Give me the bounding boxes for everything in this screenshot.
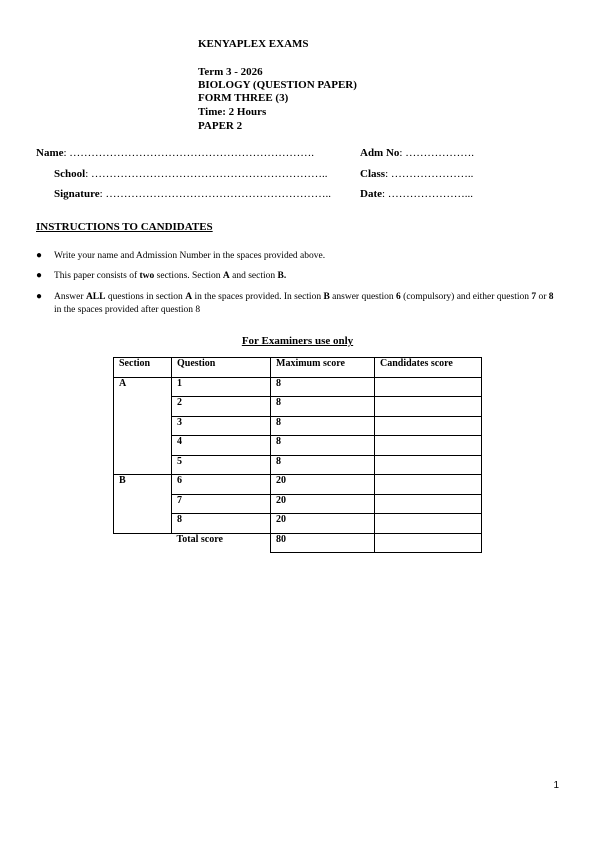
exam-board-title: KENYAPLEX EXAMS — [198, 38, 309, 50]
name-field[interactable] — [36, 147, 314, 159]
instruction-text: This paper consists of two sections. Section A and section B. — [54, 271, 287, 281]
date-label: Date — [360, 188, 382, 200]
question-cell: 7 — [172, 494, 271, 514]
column-header: Candidates score — [375, 358, 482, 378]
section-cell: B — [114, 475, 172, 534]
date-dots: : …………………... — [382, 188, 474, 200]
max-score-cell: 20 — [271, 494, 375, 514]
section-cell: A — [114, 377, 172, 475]
examiners-table-title: For Examiners use only — [241, 335, 354, 347]
exam-form: FORM THREE (3) — [198, 92, 289, 104]
school-field[interactable] — [54, 168, 328, 180]
class-label: Class — [360, 168, 386, 180]
max-score-cell: 8 — [271, 416, 375, 436]
candidate-score-cell[interactable] — [375, 377, 482, 397]
date-field[interactable] — [360, 188, 473, 200]
adm-no-dots: : ………………. — [399, 147, 474, 159]
total-candidate-score[interactable] — [375, 533, 482, 553]
instruction-text: Write your name and Admission Number in the spaces provided above. — [54, 251, 326, 261]
candidate-score-cell[interactable] — [375, 397, 482, 417]
bullet-icon: ● — [36, 270, 43, 281]
candidate-score-cell[interactable] — [375, 455, 482, 475]
question-cell: 6 — [172, 475, 271, 495]
max-score-cell: 8 — [271, 377, 375, 397]
name-label: Name — [36, 147, 64, 159]
instruction-text: Answer ALL questions in section A in the spaces provided. In section B answer question 6 (compulsory) and either question 7 or 8 in the spaces provided after question 8 — [54, 292, 554, 315]
total-row — [114, 533, 482, 553]
question-cell: 1 — [172, 377, 271, 397]
signature-field[interactable] — [54, 188, 331, 200]
page-number: 1 — [553, 780, 559, 791]
table-row — [114, 377, 482, 397]
question-cell: 3 — [172, 416, 271, 436]
candidate-score-cell[interactable] — [375, 475, 482, 495]
exam-time: Time: 2 Hours — [198, 106, 267, 118]
column-header: Section — [114, 358, 172, 378]
signature-label: Signature — [54, 188, 100, 200]
max-score-cell: 20 — [271, 475, 375, 495]
table-row — [114, 475, 482, 495]
instructions-heading: INSTRUCTIONS TO CANDIDATES — [36, 221, 213, 233]
max-score-cell: 20 — [271, 514, 375, 534]
bullet-icon: ● — [36, 291, 43, 302]
signature-dots: : …………………………………………………….. — [99, 188, 331, 200]
column-header: Question — [172, 358, 271, 378]
adm-no-field[interactable] — [360, 147, 474, 159]
candidate-score-cell[interactable] — [375, 416, 482, 436]
examiners-score-table — [113, 357, 482, 553]
max-score-cell: 8 — [271, 455, 375, 475]
max-score-cell: 8 — [271, 436, 375, 456]
question-cell: 5 — [172, 455, 271, 475]
exam-subject: BIOLOGY (QUESTION PAPER) — [198, 79, 357, 91]
question-cell: 8 — [172, 514, 271, 534]
candidate-score-cell[interactable] — [375, 436, 482, 456]
class-dots: : ………………….. — [385, 168, 474, 180]
exam-term: Term 3 - 2026 — [198, 66, 263, 78]
total-label: Total score — [172, 533, 271, 553]
total-max-score: 80 — [271, 533, 375, 553]
adm-no-label: Adm No — [360, 147, 400, 159]
name-dots: : …………………………………………………………. — [63, 147, 315, 159]
class-field[interactable] — [360, 168, 473, 180]
max-score-cell: 8 — [271, 397, 375, 417]
candidate-score-cell[interactable] — [375, 514, 482, 534]
table-header-row — [114, 358, 482, 378]
candidate-score-cell[interactable] — [375, 494, 482, 514]
column-header: Maximum score — [271, 358, 375, 378]
bullet-icon: ● — [36, 250, 43, 261]
question-cell: 4 — [172, 436, 271, 456]
exam-paper: PAPER 2 — [198, 120, 243, 132]
question-cell: 2 — [172, 397, 271, 417]
school-dots: : ……………………………………………………….. — [85, 168, 328, 180]
school-label: School — [54, 168, 86, 180]
